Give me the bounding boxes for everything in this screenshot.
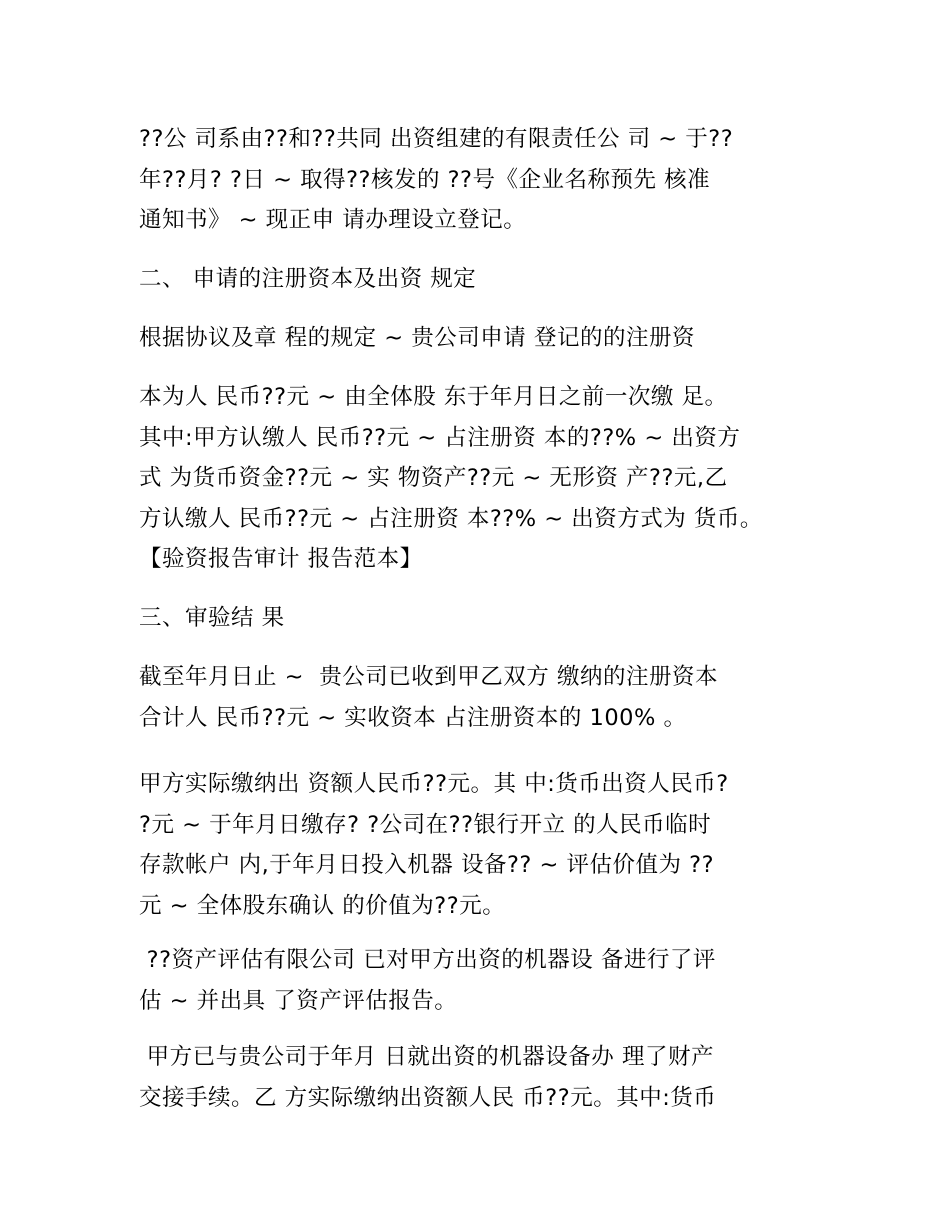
paragraph-capital-rules-intro — [139, 318, 839, 359]
text-line: 其中:甲方认缴人 民币??元 ~ 占注册资 本的??% ~ 出资方 — [139, 424, 741, 451]
text-line: 估 ~ 并出具 了资产评估报告。 — [139, 987, 458, 1014]
text-line: 通知书》 ~ 现正申 请办理设立登记。 — [139, 207, 527, 233]
text-line: ??资产评估有限公司 已对甲方出资的机器设 备进行了评 — [139, 947, 716, 973]
paragraph-party-a-contribution — [139, 764, 839, 926]
paragraph-capital-details — [139, 377, 839, 580]
text-line: 甲方已与贵公司于年月 日就出资的机器设备办 理了财产 — [139, 1044, 714, 1070]
paragraph-property-handover — [139, 1037, 839, 1118]
section-heading-audit-result — [139, 598, 839, 639]
text-line: 本为人 民币??元 ~ 由全体股 东于年月日之前一次缴 足。 — [139, 384, 728, 410]
text-line: 元 ~ 全体股东确认 的价值为??元。 — [139, 892, 506, 919]
text-line: 存款帐户 内,于年月日投入机器 设备?? ~ 评估价值为 ?? — [139, 852, 715, 878]
text-line: 方认缴人 民币??元 ~ 占注册资 本??% ~ 出资方式为 货币。 — [139, 505, 763, 532]
text-line: 式 为货币资金??元 ~ 实 物资产??元 ~ 无形资 产??元,乙 — [139, 465, 728, 491]
text-line: ??公 司系由??和??共同 出资组建的有限责任公 司 ~ 于?? — [139, 126, 734, 152]
text-line: 根据协议及章 程的规定 ~ 贵公司申请 登记的的注册资 — [139, 325, 695, 351]
text-line: 合计人 民币??元 ~ 实收资本 占注册资本的 100% 。 — [139, 704, 687, 731]
paragraph-asset-appraisal — [139, 940, 839, 1021]
text-line: 甲方实际缴纳出 资额人民币??元。其 中:货币出资人民币? — [139, 771, 729, 797]
paragraph-company-registration — [139, 119, 839, 241]
text-line: ?元 ~ 于年月日缴存? ?公司在??银行开立 的人民币临时 — [139, 811, 712, 838]
section-heading-registered-capital — [139, 259, 839, 300]
text-line: 【验资报告审计 报告范本】 — [139, 546, 423, 572]
text-line: 截至年月日止 ~ 贵公司已收到甲乙双方 缴纳的注册资本 — [139, 664, 718, 690]
section-heading: 二、 申请的注册资本及出资 规定 — [139, 266, 477, 292]
paragraph-capital-received — [139, 657, 839, 738]
text-line: 年??月? ?日 ~ 取得??核发的 ??号《企业名称预先 核准 — [139, 166, 711, 193]
text-line: 交接手续。乙 方实际缴纳出资额人民 币??元。其中:货币 — [139, 1084, 717, 1111]
section-heading: 三、审验结 果 — [139, 605, 285, 631]
